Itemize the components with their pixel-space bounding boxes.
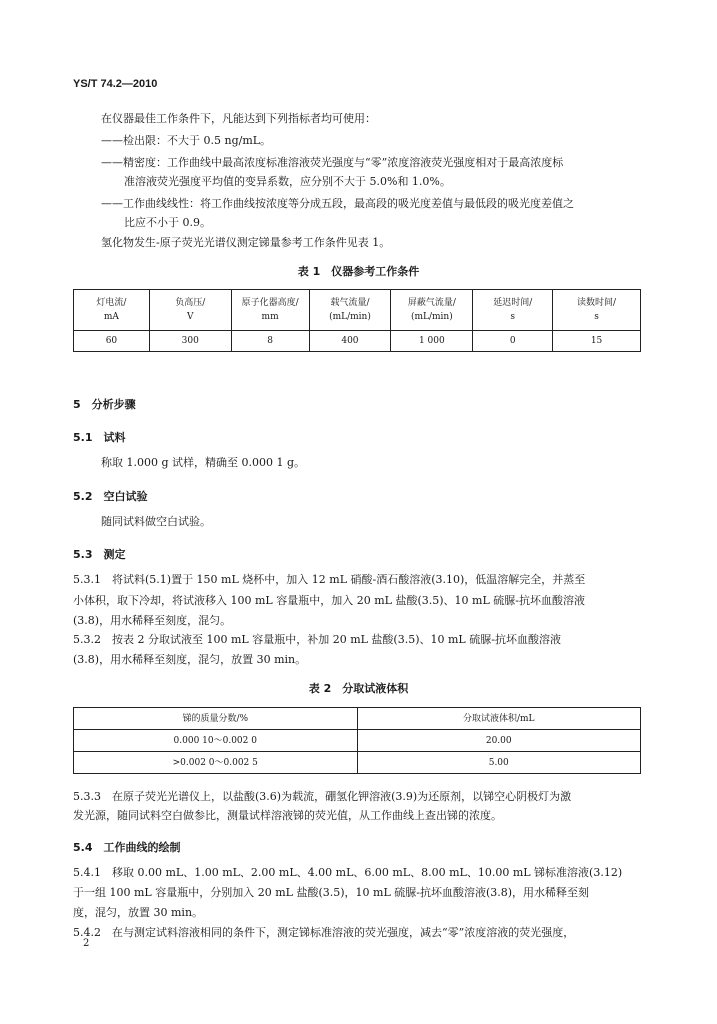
table1-cell: 8: [231, 331, 309, 352]
table2-caption: 表 2 分取试液体积: [308, 682, 409, 695]
standard-number: YS/T 74.2—2010: [73, 78, 158, 90]
table1-header-cell: 灯电流/ mA: [74, 290, 150, 331]
table1-header-row: [74, 290, 641, 331]
section-5-4-1-line: 于一组 100 mL 容量瓶中，分别加入 20 mL 盐酸(3.5)，10 mL 硫脲-抗坏血酸溶液(3.8)，用水稀释至刻: [73, 886, 590, 899]
section-5-3-1-line: 5.3.1 将试料(5.1)置于 150 mL 烧杯中，加入 12 mL 硝酸-酒石酸溶液(3.10)，低温溶解完全，并蒸至: [73, 573, 586, 586]
section-5-4-2-line: 5.4.2 在与测定试料溶液相同的条件下，测定锑标准溶液的荧光强度，减去“零”浓度溶液的荧光强度，: [73, 926, 575, 939]
table1-header-cell: 读数时间/ s: [553, 290, 641, 331]
section-5-2-text: 随同试料做空白试验。: [101, 515, 211, 528]
table1-caption: 表 1 仪器参考工作条件: [297, 265, 420, 278]
table1-cell: 60: [74, 331, 150, 352]
intro-item-linearity-cont: 比应不小于 0.9。: [124, 216, 211, 229]
section-5-title: 5 分析步骤: [73, 398, 136, 411]
page-number: 2: [83, 938, 90, 949]
section-5-4-title: 5.4 工作曲线的绘制: [73, 841, 181, 854]
table2: [73, 707, 641, 774]
table1-cell: 400: [309, 331, 391, 352]
table2-cell: 0.000 10～0.002 0: [74, 730, 358, 752]
intro-item-precision-cont: 准溶液荧光强度平均值的变异系数，应分别不大于 5.0%和 1.0%。: [124, 175, 451, 188]
table1-cell: 1 000: [391, 331, 473, 352]
section-5-3-title: 5.3 测定: [73, 548, 126, 561]
intro-item-precision: ——精密度：工作曲线中最高浓度标准溶液荧光强度与“零”浓度溶液荧光强度相对于最高浓度标: [101, 156, 564, 169]
table1-header-cell: 延迟时间/ s: [473, 290, 553, 331]
section-5-4-1-line: 5.4.1 移取 0.00 mL、1.00 mL、2.00 mL、4.00 mL、6.00 mL、8.00 mL、10.00 mL 锑标准溶液(3.12): [73, 866, 623, 879]
table2-header-cell: 锑的质量分数/%: [74, 708, 358, 730]
intro-item-linearity: ——工作曲线线性：将工作曲线按浓度等分成五段，最高段的吸光度差值与最低段的吸光度差值之: [101, 197, 574, 210]
section-5-4-1-line: 度，混匀，放置 30 min。: [73, 906, 204, 919]
table2-cell: 20.00: [357, 730, 641, 752]
section-5-1-text: 称取 1.000 g 试样，精确至 0.000 1 g。: [101, 456, 306, 469]
section-5-3-2-line: 5.3.2 按表 2 分取试液至 100 mL 容量瓶中，补加 20 mL 盐酸(3.5)、10 mL 硫脲-抗坏血酸溶液: [73, 633, 561, 646]
table1-cell: 15: [553, 331, 641, 352]
table2-cell: 5.00: [357, 752, 641, 774]
section-5-3-3-line: 5.3.3 在原子荧光光谱仪上，以盐酸(3.6)为载流，硼氢化钾溶液(3.9)为还原剂，以锑空心阴极灯为激: [73, 790, 572, 803]
table2-header-cell: 分取试液体积/mL: [357, 708, 641, 730]
table1-cell: 300: [149, 331, 231, 352]
section-5-2-title: 5.2 空白试验: [73, 490, 148, 503]
section-5-3-2-line: (3.8)，用水稀释至刻度，混匀，放置 30 min。: [73, 653, 307, 666]
table1: [73, 289, 641, 352]
intro-item-detection-limit: ——检出限：不大于 0.5 ng/mL。: [101, 134, 272, 147]
table1-cell: 0: [473, 331, 553, 352]
table1-header-cell: 载气流量/ (mL/min): [309, 290, 391, 331]
table2-row: [74, 752, 641, 774]
table2-row: [74, 730, 641, 752]
table1-header-cell: 负高压/ V: [149, 290, 231, 331]
table1-header-cell: 屏蔽气流量/ (mL/min): [391, 290, 473, 331]
section-5-3-1-line: (3.8)，用水稀释至刻度，混匀。: [73, 614, 232, 627]
table1-header-cell: 原子化器高度/ mm: [231, 290, 309, 331]
section-5-3-3-line: 发光源，随同试料空白做参比，测量试样溶液锑的荧光值，从工作曲线上查出锑的浓度。: [73, 809, 502, 822]
table2-cell: >0.002 0～0.002 5: [74, 752, 358, 774]
table2-header-row: [74, 708, 641, 730]
table1-reference: 氢化物发生-原子荧光光谱仪测定锑量参考工作条件见表 1。: [101, 236, 391, 249]
table1-data-row: [74, 331, 641, 352]
intro-lead: 在仪器最佳工作条件下，凡能达到下列指标者均可使用：: [101, 112, 376, 125]
section-5-1-title: 5.1 试料: [73, 431, 126, 444]
section-5-3-1-line: 小体积，取下冷却，将试液移入 100 mL 容量瓶中，加入 20 mL 盐酸(3.5)、10 mL 硫脲-抗坏血酸溶液: [73, 594, 585, 607]
